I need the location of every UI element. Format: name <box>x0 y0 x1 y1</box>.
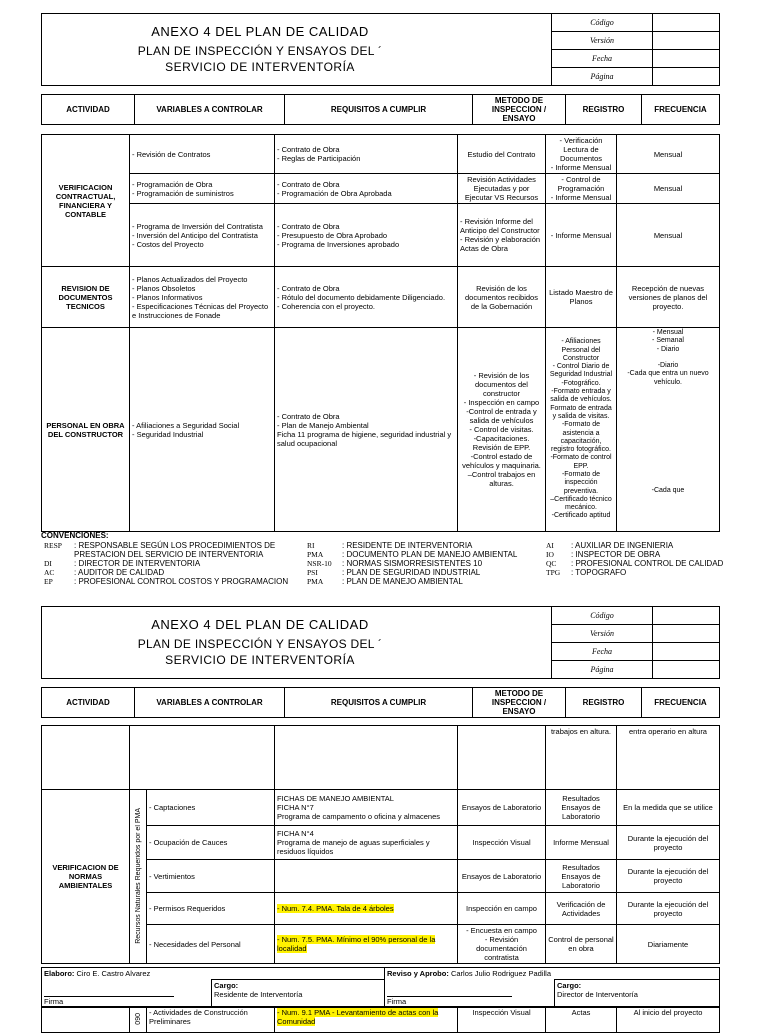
meta-fecha-value[interactable] <box>653 50 720 68</box>
inspection-table-1 <box>41 134 720 532</box>
table-row <box>42 790 720 826</box>
requisitos-cell: - Contrato de Obra - Reglas de Participación <box>275 135 458 174</box>
requisitos-cell: - Contrato de Obra - Plan de Manejo Ambiental Ficha 11 programa de higiene, seguridad industrial y salud ocupacional <box>275 328 458 532</box>
meta-pagina-label: Página <box>552 68 653 86</box>
metodo-cell: - Encuesta en campo - Revisión documentación contratista <box>458 925 546 964</box>
meta-pagina-value[interactable] <box>653 68 720 86</box>
column-header-table-2 <box>41 687 720 718</box>
col-metodo: METODO DE INSPECCION / ENSAYO <box>473 95 566 125</box>
header-box-1 <box>41 13 720 86</box>
meta-codigo-label: Código <box>552 607 653 625</box>
cargo-value: Director de Interventoría <box>557 990 638 999</box>
metodo-cell: Estudio del Contrato <box>458 135 546 174</box>
frecuencia-cell: Diariamente <box>617 925 720 964</box>
registro-cell: Resultados Ensayos de Laboratorio <box>546 790 617 826</box>
firma-cell-1[interactable] <box>42 980 212 1008</box>
frecuencia-cell: En la medida que se utilice <box>617 790 720 826</box>
firma-label: Firma <box>44 997 64 1006</box>
activity-cell: PERSONAL EN OBRA DEL CONSTRUCTOR <box>42 328 130 532</box>
highlighted-requirement: - Num. 7.5. PMA. Mínimo el 90% personal de la localidad <box>277 935 436 953</box>
cargo-label: Cargo: <box>557 981 582 990</box>
document-subtitle: PLAN DE INSPECCIÓN Y ENSAYOS DEL ´ <box>137 637 383 651</box>
variables-cell: - Captaciones <box>147 790 275 826</box>
variables-cell: - Actividades de Construcción Preliminares <box>147 1007 275 1033</box>
registro-cell: Actas <box>546 1007 617 1033</box>
convention-value: : DIRECTOR DE INTERVENTORIA <box>74 559 201 568</box>
convention-value: : AUDITOR DE CALIDAD <box>74 568 165 577</box>
requisitos-cell <box>275 893 458 925</box>
frecuencia-cell: Mensual <box>617 204 720 267</box>
meta-table <box>551 13 720 86</box>
document-subtitle: PLAN DE INSPECCIÓN Y ENSAYOS DEL ´ <box>137 44 383 58</box>
registro-cell: Control de personal en obra <box>546 925 617 964</box>
convention-key: AC <box>44 568 55 577</box>
meta-fecha-value[interactable] <box>653 643 720 661</box>
metodo-cell: Inspección Visual <box>458 826 546 860</box>
convention-value: : INSPECTOR DE OBRA <box>571 550 661 559</box>
requisitos-cell: FICHA N°4 Programa de manejo de aguas superficiales y residuos líquidos <box>275 826 458 860</box>
frecuencia-cell: Al inicio del proyecto <box>617 1007 720 1033</box>
convention-value: : RESPONSABLE SEGÚN LOS PROCEDIMIENTOS DE PRESTACION DEL SERVICIO DE INTERVENTORIA <box>74 541 276 559</box>
convention-item <box>546 559 756 568</box>
variables-cell <box>130 726 275 790</box>
convention-value: : PROFESIONAL CONTROL COSTOS Y PROGRAMACION <box>74 577 289 586</box>
col-frecuencia: FRECUENCIA <box>642 688 720 718</box>
convention-key: PSI <box>307 568 318 577</box>
document-subtitle-2: SERVICIO DE INTERVENTORÍA <box>165 653 355 667</box>
metodo-cell <box>458 726 546 790</box>
frecuencia-cell: Mensual <box>617 174 720 204</box>
frecuencia-cell: - Mensual - Semanal - Diario -Diario -Cada que entra un nuevo vehículo. -Cada que <box>617 328 720 532</box>
convention-item <box>44 568 294 577</box>
registro-cell: - Informe Mensual <box>546 204 617 267</box>
signature-table <box>41 967 720 1008</box>
activity-cell <box>42 726 130 790</box>
convention-key: PMA <box>307 550 324 559</box>
requisitos-cell: - Contrato de Obra - Programación de Obra Aprobada <box>275 174 458 204</box>
inspection-table-2 <box>41 725 720 964</box>
meta-table <box>551 606 720 679</box>
variables-cell: - Programa de Inversión del Contratista - Inversión del Anticipo del Contratista - Costos del Proyecto <box>130 204 275 267</box>
convention-key: QC <box>546 559 557 568</box>
registro-cell: - Afiliaciones Personal del Constructor - Control Diario de Seguridad Industrial -Fotográfico. -Formato entrada y salida de vehículos. Formato de entrada y salida de visitas. -Formato de asistencia a capacitación, registro fotográfico. -Formato de control EPP. -Formato de inspección preventiva. –Certificado técnico mecánico. -Certificado aptitud <box>546 328 617 532</box>
requisitos-cell: - Contrato de Obra - Rótulo del documento debidamente Diligenciado. - Coherencia con el proyecto. <box>275 267 458 328</box>
meta-version-value[interactable] <box>653 625 720 643</box>
metodo-cell: Ensayos de Laboratorio <box>458 860 546 893</box>
registro-cell: - Control de Programación - Informe Mensual <box>546 174 617 204</box>
table-row <box>42 204 720 267</box>
variables-cell: - Vertimientos <box>147 860 275 893</box>
document-subtitle-2: SERVICIO DE INTERVENTORÍA <box>165 60 355 74</box>
reviso-name: Carlos Julio Rodriguez Padilla <box>450 969 551 978</box>
firma-cell-2[interactable] <box>385 980 555 1008</box>
variables-cell: - Planos Actualizados del Proyecto - Planos Obsoletos - Planos Informativos - Especificaciones Técnicas del Proyecto e Instrucciones de Fonade <box>130 267 275 328</box>
convention-item <box>44 559 294 568</box>
table-row <box>42 174 720 204</box>
convention-key: TPG <box>546 568 561 577</box>
cargo-label: Cargo: <box>214 981 239 990</box>
requisitos-cell: - Contrato de Obra - Presupuesto de Obra Aprobado - Programa de Inversiones aprobado <box>275 204 458 267</box>
side-label: Recursos Naturales Requeridos por el PMA <box>134 807 142 944</box>
variables-cell: - Revisión de Contratos <box>130 135 275 174</box>
frecuencia-cell: entra operario en altura <box>617 726 720 790</box>
convention-value: : PLAN DE SEGURIDAD INDUSTRIAL <box>342 568 481 577</box>
variables-cell: - Permisos Requeridos <box>147 893 275 925</box>
requisitos-cell <box>275 726 458 790</box>
variables-cell: - Necesidades del Personal <box>147 925 275 964</box>
convention-key: EP <box>44 577 53 586</box>
convention-key: DI <box>44 559 52 568</box>
convention-value: : TOPOGRAFO <box>571 568 627 577</box>
col-registro: REGISTRO <box>566 688 642 718</box>
column-header-table-1 <box>41 94 720 125</box>
meta-codigo-value[interactable] <box>653 14 720 32</box>
table-row <box>42 267 720 328</box>
requisitos-cell <box>275 860 458 893</box>
registro-cell: Informe Mensual <box>546 826 617 860</box>
variables-cell: - Afiliaciones a Seguridad Social - Seguridad Industrial <box>130 328 275 532</box>
frecuencia-cell: Durante la ejecución del proyecto <box>617 826 720 860</box>
col-registro: REGISTRO <box>566 95 642 125</box>
meta-fecha-label: Fecha <box>552 50 653 68</box>
meta-pagina-label: Página <box>552 661 653 679</box>
col-requisitos: REQUISITOS A CUMPLIR <box>285 688 473 718</box>
firma-label: Firma <box>387 997 407 1006</box>
meta-fecha-label: Fecha <box>552 643 653 661</box>
frecuencia-cell: Mensual <box>617 135 720 174</box>
col-variables: VARIABLES A CONTROLAR <box>135 688 285 718</box>
side-label-cell <box>130 1007 147 1033</box>
table-row <box>42 135 720 174</box>
registro-cell: - Verificación Lectura de Documentos - Informe Mensual <box>546 135 617 174</box>
reviso-label: Reviso y Aprobo: <box>387 969 449 978</box>
side-label: 090 <box>134 1012 142 1025</box>
document-title: ANEXO 4 DEL PLAN DE CALIDAD <box>151 24 369 39</box>
table-row <box>42 726 720 790</box>
col-actividad: ACTIVIDAD <box>42 95 135 125</box>
conventions-title: CONVENCIONES: <box>41 531 109 540</box>
convention-item <box>307 541 537 550</box>
conventions-col-2 <box>307 541 537 586</box>
convention-item <box>44 541 294 559</box>
metodo-cell: Ensayos de Laboratorio <box>458 790 546 826</box>
reviso-cell <box>385 968 720 980</box>
elaboro-label: Elaboro: <box>44 969 75 978</box>
convention-key: NSR-10 <box>307 559 332 568</box>
convention-value: : PROFESIONAL CONTROL DE CALIDAD <box>571 559 724 568</box>
convention-item <box>546 568 756 577</box>
meta-version-value[interactable] <box>653 32 720 50</box>
inspection-table-2-continued <box>41 1006 720 1033</box>
highlighted-requirement: - Num. 7.4. PMA. Tala de 4 árboles <box>277 904 394 913</box>
activity-cell: REVISION DE DOCUMENTOS TECNICOS <box>42 267 130 328</box>
metodo-cell: Inspección Visual <box>458 1007 546 1033</box>
convention-item <box>546 550 756 559</box>
table-row <box>42 1007 720 1033</box>
table-row <box>42 328 720 532</box>
conventions-col-1 <box>44 541 294 586</box>
cargo-cell-1 <box>212 980 385 1008</box>
side-label-cell <box>130 790 147 964</box>
convention-item <box>44 577 294 586</box>
convention-key: PMA <box>307 577 324 586</box>
convention-key: RI <box>307 541 315 550</box>
variables-cell: - Programación de Obra - Programación de suministros <box>130 174 275 204</box>
convention-value: : NORMAS SISMORRESISTENTES 10 <box>342 559 483 568</box>
meta-codigo-value[interactable] <box>653 607 720 625</box>
meta-version-label: Versión <box>552 625 653 643</box>
meta-pagina-value[interactable] <box>653 661 720 679</box>
meta-codigo-label: Código <box>552 14 653 32</box>
requisitos-cell <box>275 1007 458 1033</box>
highlighted-requirement: - Num. 9.1 PMA - Levantamiento de actas con la Comunidad <box>277 1008 439 1026</box>
col-actividad: ACTIVIDAD <box>42 688 135 718</box>
col-variables: VARIABLES A CONTROLAR <box>135 95 285 125</box>
activity-cell: VERIFICACION DE NORMAS AMBIENTALES <box>42 790 130 964</box>
activity-cell <box>42 1007 130 1033</box>
convention-item <box>307 550 537 559</box>
frecuencia-cell: Durante la ejecución del proyecto <box>617 893 720 925</box>
elaboro-name: Ciro E. Castro Alvarez <box>76 969 151 978</box>
activity-cell: VERIFICACION CONTRACTUAL, FINANCIERA Y CONTABLE <box>42 135 130 267</box>
registro-cell: trabajos en altura. <box>546 726 617 790</box>
convention-value: : RESIDENTE DE INTERVENTORIA <box>342 541 473 550</box>
convention-item <box>307 577 537 586</box>
col-requisitos: REQUISITOS A CUMPLIR <box>285 95 473 125</box>
registro-cell: Verificación de Actividades <box>546 893 617 925</box>
elaboro-cell <box>42 968 385 980</box>
requisitos-cell <box>275 925 458 964</box>
convention-key: AI <box>546 541 554 550</box>
requisitos-cell: FICHAS DE MANEJO AMBIENTAL FICHA N°7 Programa de campamento o oficina y almacenes <box>275 790 458 826</box>
document-title: ANEXO 4 DEL PLAN DE CALIDAD <box>151 617 369 632</box>
cargo-value: Residente de Interventoría <box>214 990 303 999</box>
header-box-2 <box>41 606 720 679</box>
convention-key: RESP <box>44 541 62 550</box>
registro-cell: Listado Maestro de Planos <box>546 267 617 328</box>
variables-cell: - Ocupación de Cauces <box>147 826 275 860</box>
convention-key: IO <box>546 550 554 559</box>
frecuencia-cell: Recepción de nuevas versiones de planos del proyecto. <box>617 267 720 328</box>
meta-version-label: Versión <box>552 32 653 50</box>
metodo-cell: Inspección en campo <box>458 893 546 925</box>
convention-value: : PLAN DE MANEJO AMBIENTAL <box>342 577 463 586</box>
metodo-cell: Revisión de los documentos recibidos de la Gobernación <box>458 267 546 328</box>
frecuencia-cell: Durante la ejecución del proyecto <box>617 860 720 893</box>
cargo-cell-2 <box>555 980 720 1008</box>
metodo-cell: - Revisión Informe del Anticipo del Constructor - Revisión y elaboración Actas de Obra <box>458 204 546 267</box>
metodo-cell: Revisión Actividades Ejecutadas y por Ejecutar VS Recursos <box>458 174 546 204</box>
col-frecuencia: FRECUENCIA <box>642 95 720 125</box>
convention-item <box>546 541 756 550</box>
convention-value: : DOCUMENTO PLAN DE MANEJO AMBIENTAL <box>342 550 518 559</box>
metodo-cell: - Revisión de los documentos del constructor - Inspección en campo -Control de entrada y salida de vehículos - Control de visitas. -Capacitaciones. Revisión de EPP. -Control estado de vehículos y maquinaria. –Control trabajos en alturas. <box>458 328 546 532</box>
convention-item <box>307 559 537 568</box>
registro-cell: Resultados Ensayos de Laboratorio <box>546 860 617 893</box>
col-metodo: METODO DE INSPECCION / ENSAYO <box>473 688 566 718</box>
convention-item <box>307 568 537 577</box>
conventions-col-3 <box>546 541 756 577</box>
convention-value: : AUXILIAR DE INGENIERIA <box>571 541 674 550</box>
